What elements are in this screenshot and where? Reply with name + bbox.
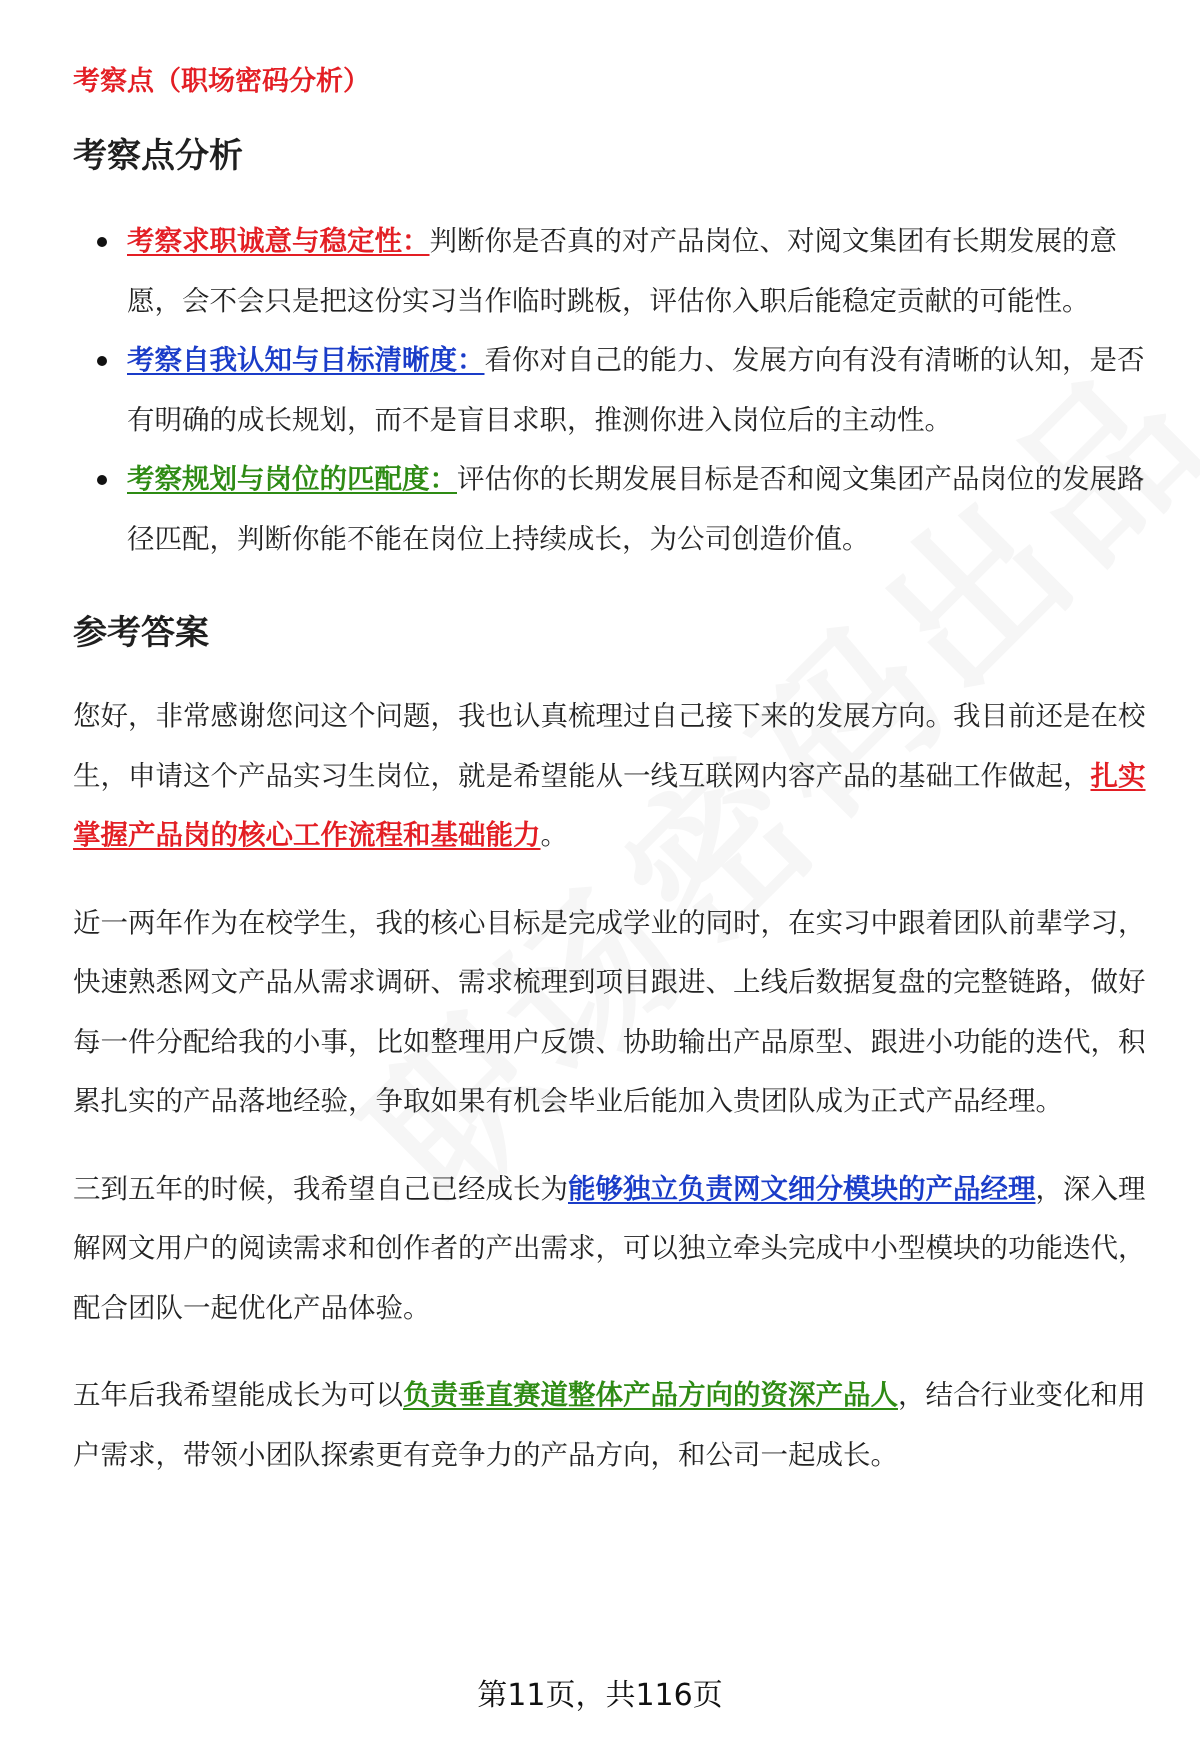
answer-paragraph-2: 近一两年作为在校学生，我的核心目标是完成学业的同时，在实习中跟着团队前辈学习，快速熟悉网文产品从需求调研、需求梳理到项目跟进、上线后数据复盘的完整链路，做好每一件分配给我的小事，比如整理用户反馈、协助输出产品原型、跟进小功能的迭代，积累扎实的产品落地经验，争取如果有机会毕业后能加入贵团队成为正式产品经理。	[73, 906, 1146, 1117]
document-page	[73, 58, 1147, 1513]
item-text: 看你对自己的能力、发展方向有没有清晰的认知，是否有明确的成长规划，而不是盲目求职，推测你进入岗位后的主动性。	[127, 344, 1145, 436]
answer-paragraph-1	[73, 687, 1147, 866]
paragraph-text: 五年后我希望能成长为可以	[73, 1379, 403, 1411]
keyword-self-awareness: 考察自我认知与目标清晰度：	[127, 344, 485, 376]
keyword-fit: 考察规划与岗位的匹配度：	[127, 463, 457, 495]
bullet-icon	[97, 475, 107, 485]
keyword-stability: 考察求职诚意与稳定性：	[127, 225, 430, 257]
analysis-list	[73, 212, 1147, 569]
item-text: 评估你的长期发展目标是否和阅文集团产品岗位的发展路径匹配，判断你能不能在岗位上持续成长，为公司创造价值。	[127, 463, 1145, 555]
paragraph-text: ，深入理解网文用户的阅读需求和创作者的产出需求，可以独立牵头完成中小型模块的功能迭代，配合团队一起优化产品体验。	[73, 1172, 1146, 1324]
bullet-icon	[97, 237, 107, 247]
paragraph-text: 三到五年的时候，我希望自己已经成长为	[73, 1172, 568, 1205]
answer-paragraph-4	[73, 1366, 1147, 1485]
answer-paragraph-3	[73, 1160, 1147, 1339]
item-text: 判断你是否真的对产品岗位、对阅文集团有长期发展的意愿，会不会只是把这份实习当作临时跳板，评估你入职后能稳定贡献的可能性。	[127, 225, 1117, 317]
answer-heading: 参考答案	[73, 613, 209, 653]
analysis-heading: 考察点分析	[73, 136, 243, 176]
section-kicker: 考察点（职场密码分析）	[73, 66, 370, 97]
paragraph-text: 您好，非常感谢您问这个问题，我也认真梳理过自己接下来的发展方向。我目前还是在校生，申请这个产品实习生岗位，就是希望能从一线互联网内容产品的基础工作做起，	[73, 700, 1146, 792]
highlight-blue: 能够独立负责网文细分模块的产品经理	[568, 1172, 1036, 1205]
page-number: 第11页，共116页	[477, 1678, 723, 1713]
paragraph-text: ，结合行业变化和用户需求，带领小团队探索更有竞争力的产品方向，和公司一起成长。	[73, 1379, 1146, 1471]
paragraph-text: 。	[540, 819, 568, 851]
list-item	[127, 450, 1147, 569]
list-item	[127, 331, 1147, 450]
highlight-red: 扎实掌握产品岗的核心工作流程和基础能力	[73, 759, 1146, 851]
bullet-icon	[97, 356, 107, 366]
list-item	[127, 212, 1147, 331]
highlight-green: 负责垂直赛道整体产品方向的资深产品人	[403, 1379, 898, 1411]
